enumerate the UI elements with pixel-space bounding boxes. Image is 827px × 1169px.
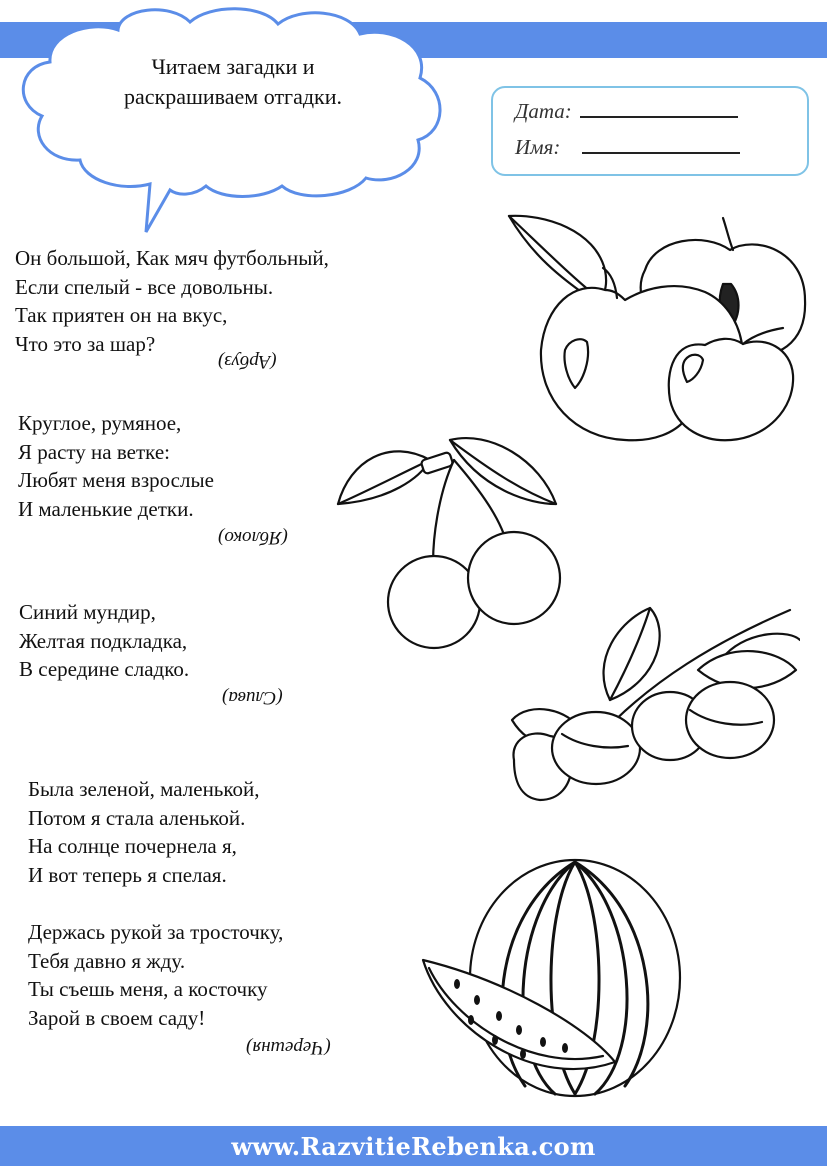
riddle-2-answer: (Яблоко) [218,527,288,548]
riddle-line: Если спелый - все довольны. [15,274,274,299]
riddle-4-answer: (Черешня) [246,1037,331,1058]
riddle-line: И вот теперь я спелая. [28,862,227,887]
riddle-line: Круглое, румяное, [18,411,182,435]
date-line[interactable] [580,98,738,118]
riddle-line: Так приятен он на вкус, [15,303,228,327]
riddle-line: Зарой в своем саду! [28,1005,206,1030]
riddle-4 [28,775,283,1032]
date-label: Дата: [515,99,572,123]
riddle-1 [15,244,329,358]
footer-url-link[interactable]: www.RazvitieRebenka.com [231,1131,596,1161]
title-line-1: Читаем загадки и [151,54,315,79]
riddle-2 [18,409,214,523]
riddle-line [28,889,283,918]
riddle-line: Синий мундир, [19,600,156,624]
riddle-line: Потом я стала аленькой. [28,805,246,830]
name-line[interactable] [582,134,740,154]
date-name-box [491,86,809,176]
title-line-2: раскрашиваем отгадки. [123,84,342,109]
apples-icon [505,210,810,450]
riddle-line: Ты съешь меня, а косточку [28,977,268,1001]
date-field[interactable] [515,98,738,124]
name-label: Имя: [515,135,561,159]
riddle-line: На солнце почернела я, [28,834,237,858]
riddle-line: Любят меня взрослые [18,468,214,492]
speech-cloud [0,0,460,240]
footer-band [0,1126,827,1166]
riddle-3-answer: (Слива) [222,687,283,708]
riddle-line: Была зеленой, маленькой, [28,777,260,801]
riddle-line: В середине сладко. [19,657,190,681]
riddle-line: Держась рукой за тросточку, [28,920,284,944]
riddle-1-answer: (Арбуз) [218,351,277,372]
plums-icon [500,600,800,805]
watermelon-icon [415,850,690,1105]
riddle-line: Что это за шар? [15,331,156,356]
page-title [68,52,398,112]
riddle-line: Я расту на ветке: [18,439,170,464]
riddle-line: Он большой, Как мяч футбольный, [15,246,329,270]
name-field[interactable] [515,134,740,160]
riddle-line: Желтая подкладка, [19,628,188,653]
riddle-line: Тебя давно я жду. [28,948,186,973]
riddle-3 [19,598,189,684]
riddle-line: И маленькие детки. [18,496,194,521]
